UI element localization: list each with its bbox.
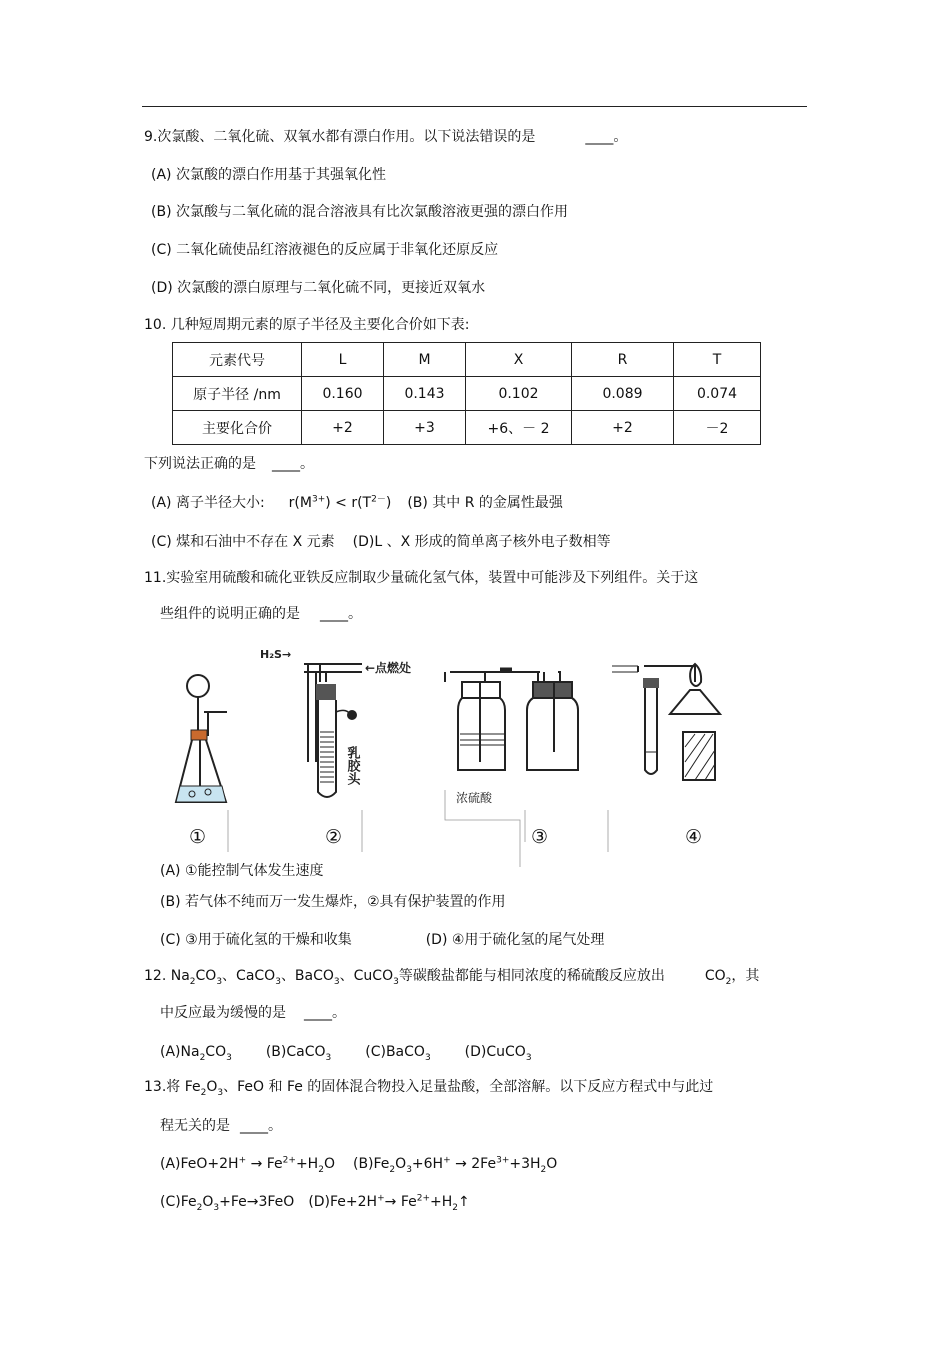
table-cell: 主要化合价 — [173, 411, 302, 445]
element-table — [172, 342, 761, 445]
q10-option-d: (D)L 、X 形成的简单离子核外电子数相等 — [352, 534, 611, 550]
q11-blank: ____。 — [320, 606, 362, 622]
q12-option-b: (B)CaCO$_3$ — [265, 1044, 332, 1063]
q12-stem-line2: 中反应最为缓慢的是 ____。 — [160, 1005, 346, 1021]
q10-blank: ____。 — [272, 456, 314, 472]
q9-option-c: (C) 二氧化硫使品红溶液褪色的反应属于非氧化还原反应 — [151, 242, 499, 258]
q10-stem: 10. 几种短周期元素的原子半径及主要化合价如下表: — [144, 317, 470, 333]
q9-option-a: (A) 次氯酸的漂白作用基于其强氧化性 — [151, 167, 386, 183]
q12-option-c: (C)BaCO$_3$ — [365, 1044, 431, 1063]
q13-options-ab — [160, 1155, 557, 1173]
q13-options-cd — [160, 1193, 470, 1211]
table-cell: L — [302, 343, 384, 377]
q11-option-a: (A) ①能控制气体发生速度 — [160, 863, 324, 879]
table-cell: +2 — [302, 411, 384, 445]
q11-option-d: (D) ④用于硫化氢的尾气处理 — [425, 932, 605, 948]
q13-blank: ____。 — [240, 1118, 282, 1134]
table-cell: －2 — [674, 411, 761, 445]
q10-option-a: (A) 离子半径大小: $r(M^{3+}) < r(T^{2-})$ — [151, 494, 392, 511]
bulb-label: 乳胶头 — [344, 746, 360, 785]
table-cell: R — [572, 343, 674, 377]
apparatus-number-4: ④ — [685, 826, 703, 848]
table-cell: T — [674, 343, 761, 377]
q13-stem-line2: 程无关的是 ____。 — [160, 1118, 282, 1134]
q10-options-cd — [151, 533, 611, 551]
ignite-label: ←点燃处 — [365, 661, 412, 675]
q10-question: 下列说法正确的是 ____。 — [144, 456, 314, 472]
conical-flask-apparatus — [176, 675, 227, 802]
q13-stem-line1: 13.将 $Fe_2O_3$、FeO 和 Fe 的固体混合物投入足量盐酸，全部溶解。以下反应方程式中与此过 — [144, 1079, 714, 1098]
q12-blank: ____。 — [304, 1005, 346, 1021]
table-cell: 0.160 — [302, 377, 384, 411]
q10-options-ab — [151, 494, 563, 512]
apparatus-figure — [140, 642, 740, 867]
q9-stem: 9.次氯酸、二氧化硫、双氧水都有漂白作用。以下说法错误的是 ____。 — [144, 129, 628, 145]
table-cell: M — [384, 343, 466, 377]
apparatus-number-1: ① — [189, 826, 207, 848]
top-rule — [142, 106, 807, 107]
h2s-label: H₂S→ — [260, 648, 292, 661]
q11-stem-line1: 11.实验室用硫酸和硫化亚铁反应制取少量硫化氢气体，装置中可能涉及下列组件。关于这 — [144, 570, 699, 586]
table-cell: 原子半径 /nm — [173, 377, 302, 411]
q10-option-c: (C) 煤和石油中不存在 X 元素 — [151, 534, 335, 550]
q11-option-b: (B) 若气体不纯而万一发生爆炸，②具有保护装置的作用 — [160, 894, 506, 910]
table-cell: 0.074 — [674, 377, 761, 411]
acid-label: 浓硫酸 — [456, 791, 493, 805]
table-cell: 0.089 — [572, 377, 674, 411]
q12-stem-line1: 12. $Na_2CO_3$、CaCO$_3$、BaCO$_3$、CuCO$_3$等碳酸盐都能与相同浓度的稀硫酸反应放出 $CO_2$，其 — [144, 968, 760, 987]
q9-blank: ____。 — [585, 129, 628, 145]
q12-options — [160, 1043, 532, 1061]
q12-option-d: (D)CuCO$_3$ — [464, 1044, 532, 1063]
table-cell: +3 — [384, 411, 466, 445]
table-cell: 元素代号 — [173, 343, 302, 377]
table-cell: +6、－ 2 — [466, 411, 572, 445]
q13-option-a: $(A)FeO+2H^+ \to Fe^{2+}+H_2O$ — [160, 1155, 335, 1175]
q13-option-c: $(C)Fe_2O_3+Fe\to 3FeO$ — [160, 1194, 295, 1213]
apparatus-number-2: ② — [325, 826, 343, 848]
burner-apparatus — [612, 664, 720, 780]
q13-option-b: $(B)Fe_2O_3+6H^+ \to 2Fe^{3+}+3H_2O$ — [352, 1155, 558, 1175]
q9-option-d: (D) 次氯酸的漂白原理与二氧化硫不同，更接近双氧水 — [151, 280, 486, 296]
q12-option-a: $(A)Na_2CO_3$ — [160, 1044, 232, 1063]
q13-option-d: $(D)Fe+2H^+\to Fe^{2+}+H_2↑$ — [308, 1193, 470, 1213]
table-row — [173, 377, 761, 411]
table-cell: X — [466, 343, 572, 377]
q11-options-cd — [160, 931, 604, 949]
gas-washing-bottles — [445, 670, 578, 770]
table-cell: +2 — [572, 411, 674, 445]
q10-option-b: (B) 其中 R 的金属性最强 — [407, 495, 563, 511]
apparatus-number-3: ③ — [531, 826, 549, 848]
table-header-row — [173, 343, 761, 377]
q9-option-b: (B) 次氯酸与二氧化硫的混合溶液具有比次氯酸溶液更强的漂白作用 — [151, 204, 568, 220]
table-cell: 0.102 — [466, 377, 572, 411]
q11-stem-line2: 些组件的说明正确的是 ____。 — [160, 606, 362, 622]
table-row — [173, 411, 761, 445]
table-cell: 0.143 — [384, 377, 466, 411]
q11-option-c: (C) ③用于硫化氢的干燥和收集 — [160, 932, 352, 948]
